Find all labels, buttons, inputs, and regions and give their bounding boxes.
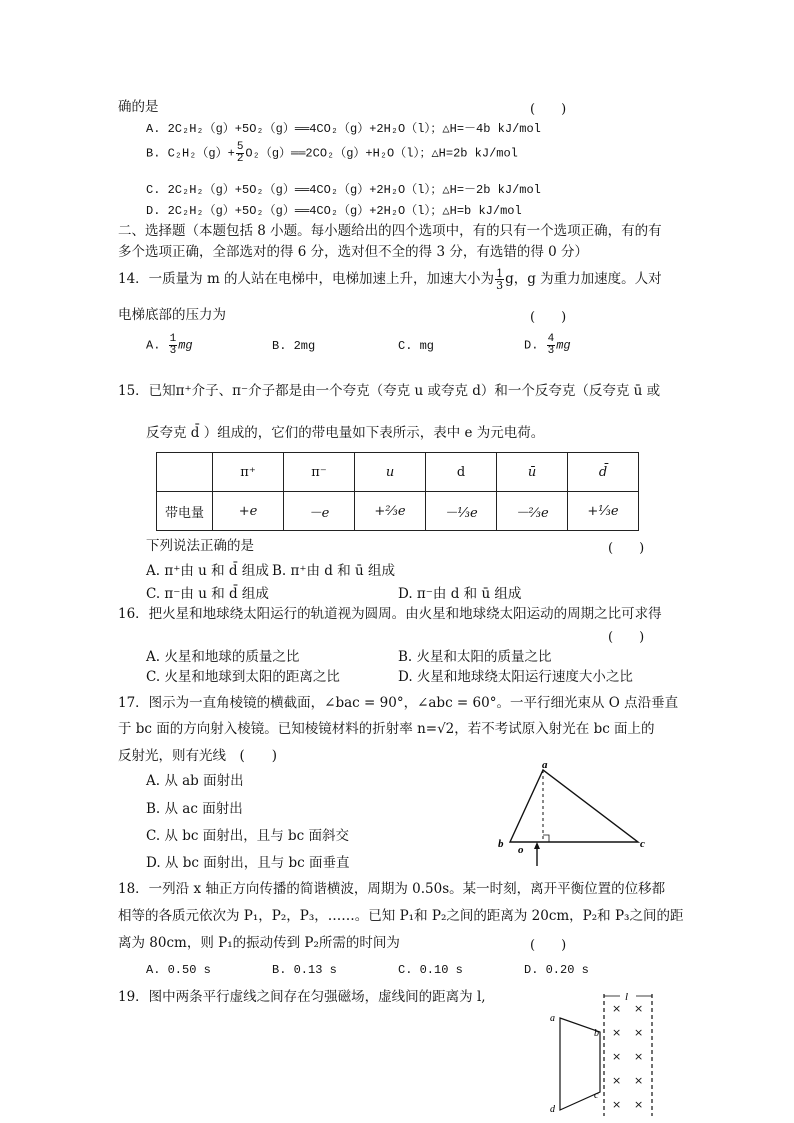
q17-option-d: D. 从 bc 面射出，且与 bc 面垂直: [146, 855, 350, 871]
q13-option-b: [146, 142, 518, 165]
q14-option-b: B. 2mg: [272, 339, 316, 353]
q13-option-b-rest: O₂（g）══2CO₂（g）+H₂O（l）；△H=2b kJ/mol: [245, 146, 518, 161]
field-cross-icon: ×: [634, 1098, 644, 1111]
table-header-cell: π⁻: [284, 453, 355, 492]
q13-answer-bracket: ( ): [530, 102, 567, 117]
field-cross-icon: ×: [612, 1002, 622, 1015]
table-header-cell: u: [355, 453, 426, 492]
table-cell: +⅓e: [568, 492, 639, 531]
q15-option-a: A. π⁺由 u 和 d̄ 组成: [146, 563, 269, 579]
q17-option-c: C. 从 bc 面射出，且与 bc 面斜交: [146, 828, 350, 844]
q15-question: 下列说法正确的是: [146, 538, 254, 554]
table-header-cell: ū: [497, 453, 568, 492]
section2-intro-line1: 二、选择题（本题包括 8 小题。每小题给出的四个选项中，有的只有一个选项正确，有的有: [118, 223, 662, 239]
q14-option-c: C. mg: [398, 339, 435, 353]
field-cross-icon: ×: [634, 1074, 644, 1087]
q17-line3: 反射光，则有光线 ( ): [118, 748, 278, 764]
q18-option-a: A. 0.50 s: [146, 963, 211, 977]
q13-option-a: A. 2C₂H₂（g）+5O₂（g）══4CO₂（g）+2H₂O（l）；△H=－4b kJ/mol: [146, 122, 541, 136]
right-angle-mark: [543, 835, 549, 842]
field-cross-icon: ×: [634, 1002, 644, 1015]
q14-option-d: [524, 334, 571, 357]
q17-line1: 17．图示为一直角棱镜的横截面，∠bac = 90°，∠abc = 60°。一平行细光束从 O 点沿垂直: [118, 695, 679, 711]
q16-option-c: C. 火星和地球到太阳的距离之比: [146, 669, 340, 685]
q18-line1: 18．一列沿 x 轴正方向传播的简谐横波，周期为 0.50s。某一时刻，离开平衡位置的位移都: [118, 881, 666, 897]
field-cross-icon: ×: [634, 1026, 644, 1039]
field-cross-icon: ×: [612, 1026, 622, 1039]
table-cell: －⅔e: [497, 492, 568, 531]
table-row: [157, 492, 639, 531]
field-cross-marks: [612, 1002, 643, 1111]
q14-option-a-unit: mg: [178, 338, 193, 353]
q15-line2: 反夸克 d̄ ）组成的，它们的带电量如下表所示，表中 e 为元电荷。: [146, 425, 545, 441]
fraction-denominator: 3: [169, 345, 177, 357]
q19-line1: 19．图中两条平行虚线之间存在匀强磁场，虚线间的距离为 l,: [118, 989, 486, 1005]
q18-line2: 相等的各质元依次为 P₁，P₂，P₃，……。已知 P₁和 P₂之间的距离为 20cm，P₂和 P₃之间的距: [118, 908, 684, 924]
figure-label-b: b: [594, 1028, 599, 1039]
table-cell: +⅔e: [355, 492, 426, 531]
fraction-denominator: 3: [547, 345, 555, 357]
fraction-denominator: 3: [496, 279, 504, 292]
q13-option-b-fraction: [236, 142, 245, 165]
q16-option-d: D. 火星和地球绕太阳运行速度大小之比: [398, 669, 633, 685]
table-header-cell: d̄: [568, 453, 639, 492]
q16-option-a: A. 火星和地球的质量之比: [146, 649, 300, 665]
table-header-cell: π⁺: [213, 453, 284, 492]
table-cell: －e: [284, 492, 355, 531]
table-row-label: 带电量: [157, 492, 213, 531]
q14-line2: 电梯底部的压力为: [118, 307, 226, 323]
section2-intro-line2: 多个选项正确，全部选对的得 6 分，选对但不全的得 3 分，有选错的得 0 分）: [118, 244, 589, 260]
q15-line1: 15．已知π⁺介子、π⁻介子都是由一个夸克（夸克 u 或夸克 d）和一个反夸克（反夸克 ū 或: [118, 383, 661, 399]
q18-option-b: B. 0.13 s: [272, 963, 337, 977]
q13-stem-tail: 确的是: [118, 99, 159, 115]
q15-option-d: D. π⁻由 d 和 ū 组成: [398, 586, 522, 602]
q18-option-d: D. 0.20 s: [524, 963, 589, 977]
q16-line1: 16．把火星和地球绕太阳运行的轨道视为圆周。由火星和地球绕太阳运动的周期之比可求得: [118, 606, 662, 622]
q14-option-d-unit: mg: [556, 338, 571, 353]
figure-label-c: c: [594, 1090, 599, 1101]
figure-label-b: b: [498, 838, 504, 850]
q17-option-a: A. 从 ab 面射出: [146, 773, 244, 789]
q18-answer-bracket: ( ): [530, 938, 567, 953]
fraction-numerator: 4: [547, 333, 555, 345]
q15-answer-bracket: ( ): [608, 541, 645, 556]
q15-option-c: C. π⁻由 u 和 d̄ 组成: [146, 586, 269, 602]
q14-answer-bracket: ( ): [530, 310, 567, 325]
q18-option-c: C. 0.10 s: [398, 963, 463, 977]
q16-answer-bracket: ( ): [608, 630, 645, 645]
q13-option-c: C. 2C₂H₂（g）+5O₂（g）══4CO₂（g）+2H₂O（l）；△H=－2b kJ/mol: [146, 183, 541, 197]
fraction-numerator: 1: [496, 267, 504, 280]
prism-triangle: [510, 770, 638, 842]
field-cross-icon: ×: [634, 1050, 644, 1063]
fraction-numerator: 5: [236, 141, 244, 153]
q13-option-b-prefix: B. C₂H₂（g）+: [146, 146, 235, 161]
figure-label-c: c: [640, 838, 645, 850]
q14-option-a: [146, 334, 193, 357]
field-cross-icon: ×: [612, 1074, 622, 1087]
table-header-cell: d: [426, 453, 497, 492]
prism-figure: [490, 758, 660, 873]
fraction-numerator: 1: [169, 333, 177, 345]
field-cross-icon: ×: [612, 1050, 622, 1063]
q14-line1-a: 14．一质量为 m 的人站在电梯中，电梯加速上升，加速大小为: [118, 271, 495, 287]
charge-table: [156, 452, 639, 531]
q16-option-b: B. 火星和太阳的质量之比: [398, 649, 552, 665]
magnetic-field-figure: [540, 988, 670, 1118]
table-cell: －⅓e: [426, 492, 497, 531]
figure-label-o: o: [518, 844, 524, 856]
figure-label-a: a: [550, 1013, 555, 1024]
q17-option-b: B. 从 ac 面射出: [146, 801, 243, 817]
figure-label-d: d: [550, 1104, 555, 1115]
q14-line1-b: g，g 为重力加速度。人对: [505, 271, 662, 287]
ray-arrow-icon: [534, 842, 540, 849]
field-cross-icon: ×: [612, 1098, 622, 1111]
q14-option-d-fraction: [547, 334, 556, 357]
q15-option-b: B. π⁺由 d 和 ū 组成: [272, 563, 396, 579]
q14-option-a-fraction: [169, 334, 178, 357]
table-header-row: [157, 453, 639, 492]
table-header-cell: [157, 453, 213, 492]
q14-line1: [118, 268, 662, 291]
q14-option-d-label: D.: [524, 338, 539, 353]
table-cell: +e: [213, 492, 284, 531]
q14-fraction: [495, 268, 504, 291]
q14-option-a-label: A.: [146, 338, 161, 353]
fraction-denominator: 2: [236, 153, 244, 165]
q17-line2: 于 bc 面的方向射入棱镜。已知棱镜材料的折射率 n=√2，若不考试原入射光在 bc 面上的: [118, 721, 655, 737]
q18-line3: 离为 80cm，则 P₁的振动传到 P₂所需的时间为: [118, 935, 400, 951]
width-label-l: l: [625, 991, 629, 1003]
q13-option-d: D. 2C₂H₂（g）+5O₂（g）══4CO₂（g）+2H₂O（l）；△H=b kJ/mol: [146, 204, 522, 218]
figure-label-a: a: [542, 759, 548, 771]
